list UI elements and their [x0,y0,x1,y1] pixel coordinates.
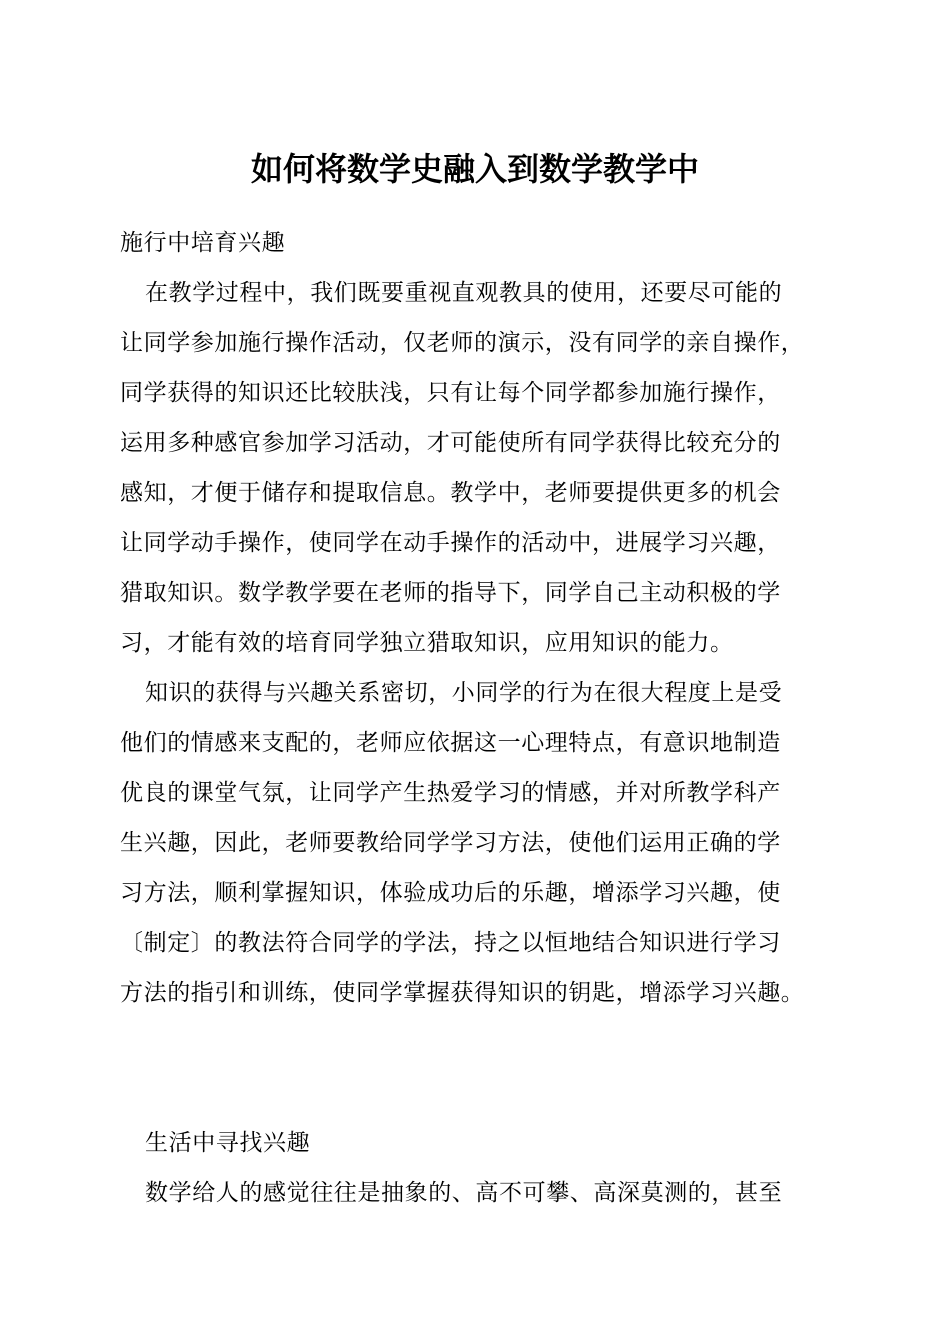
paragraph-line: 同学获得的知识还比较肤浅，只有让每个同学都参加施行操作， [120,380,781,406]
paragraph-line: 运用多种感官参加学习活动，才可能使所有同学获得比较充分的 [120,430,781,456]
paragraph-line: 让同学动手操作，使同学在动手操作的活动中，进展学习兴趣， [120,530,781,556]
paragraph-line: 猎取知识。数学教学要在老师的指导下，同学自己主动积极的学 [120,580,781,606]
section-heading: 施行中培育兴趣 [120,230,286,256]
paragraph-line: 感知，才便于储存和提取信息。教学中，老师要提供更多的机会 [120,480,781,506]
section-heading: 生活中寻找兴趣 [145,1130,311,1156]
paragraph-line: 数学给人的感觉往往是抽象的、高不可攀、高深莫测的，甚至 [145,1180,783,1206]
paragraph-line: 让同学参加施行操作活动，仅老师的演示，没有同学的亲自操作， [120,330,805,356]
paragraph-line: 在教学过程中，我们既要重视直观教具的使用，还要尽可能的 [145,280,783,306]
paragraph-line: 习，才能有效的培育同学独立猎取知识，应用知识的能力。 [120,630,734,656]
paragraph-line: 方法的指引和训练，使同学掌握获得知识的钥匙，增添学习兴趣。 [120,980,805,1006]
document-title: 如何将数学史融入到数学教学中 [250,150,699,188]
paragraph-line: 〔制定〕的教法符合同学的学法，持之以恒地结合知识进行学习 [120,930,781,956]
paragraph-line: 优良的课堂气氛，让同学产生热爱学习的情感，并对所教学科产 [120,780,781,806]
paragraph-line: 生兴趣，因此，老师要教给同学学习方法，使他们运用正确的学 [120,830,781,856]
paragraph-line: 他们的情感来支配的，老师应依据这一心理特点，有意识地制造 [120,730,781,756]
paragraph-line: 知识的获得与兴趣关系密切，小同学的行为在很大程度上是受 [145,680,783,706]
paragraph-line: 习方法，顺利掌握知识，体验成功后的乐趣，增添学习兴趣，使 [120,880,781,906]
